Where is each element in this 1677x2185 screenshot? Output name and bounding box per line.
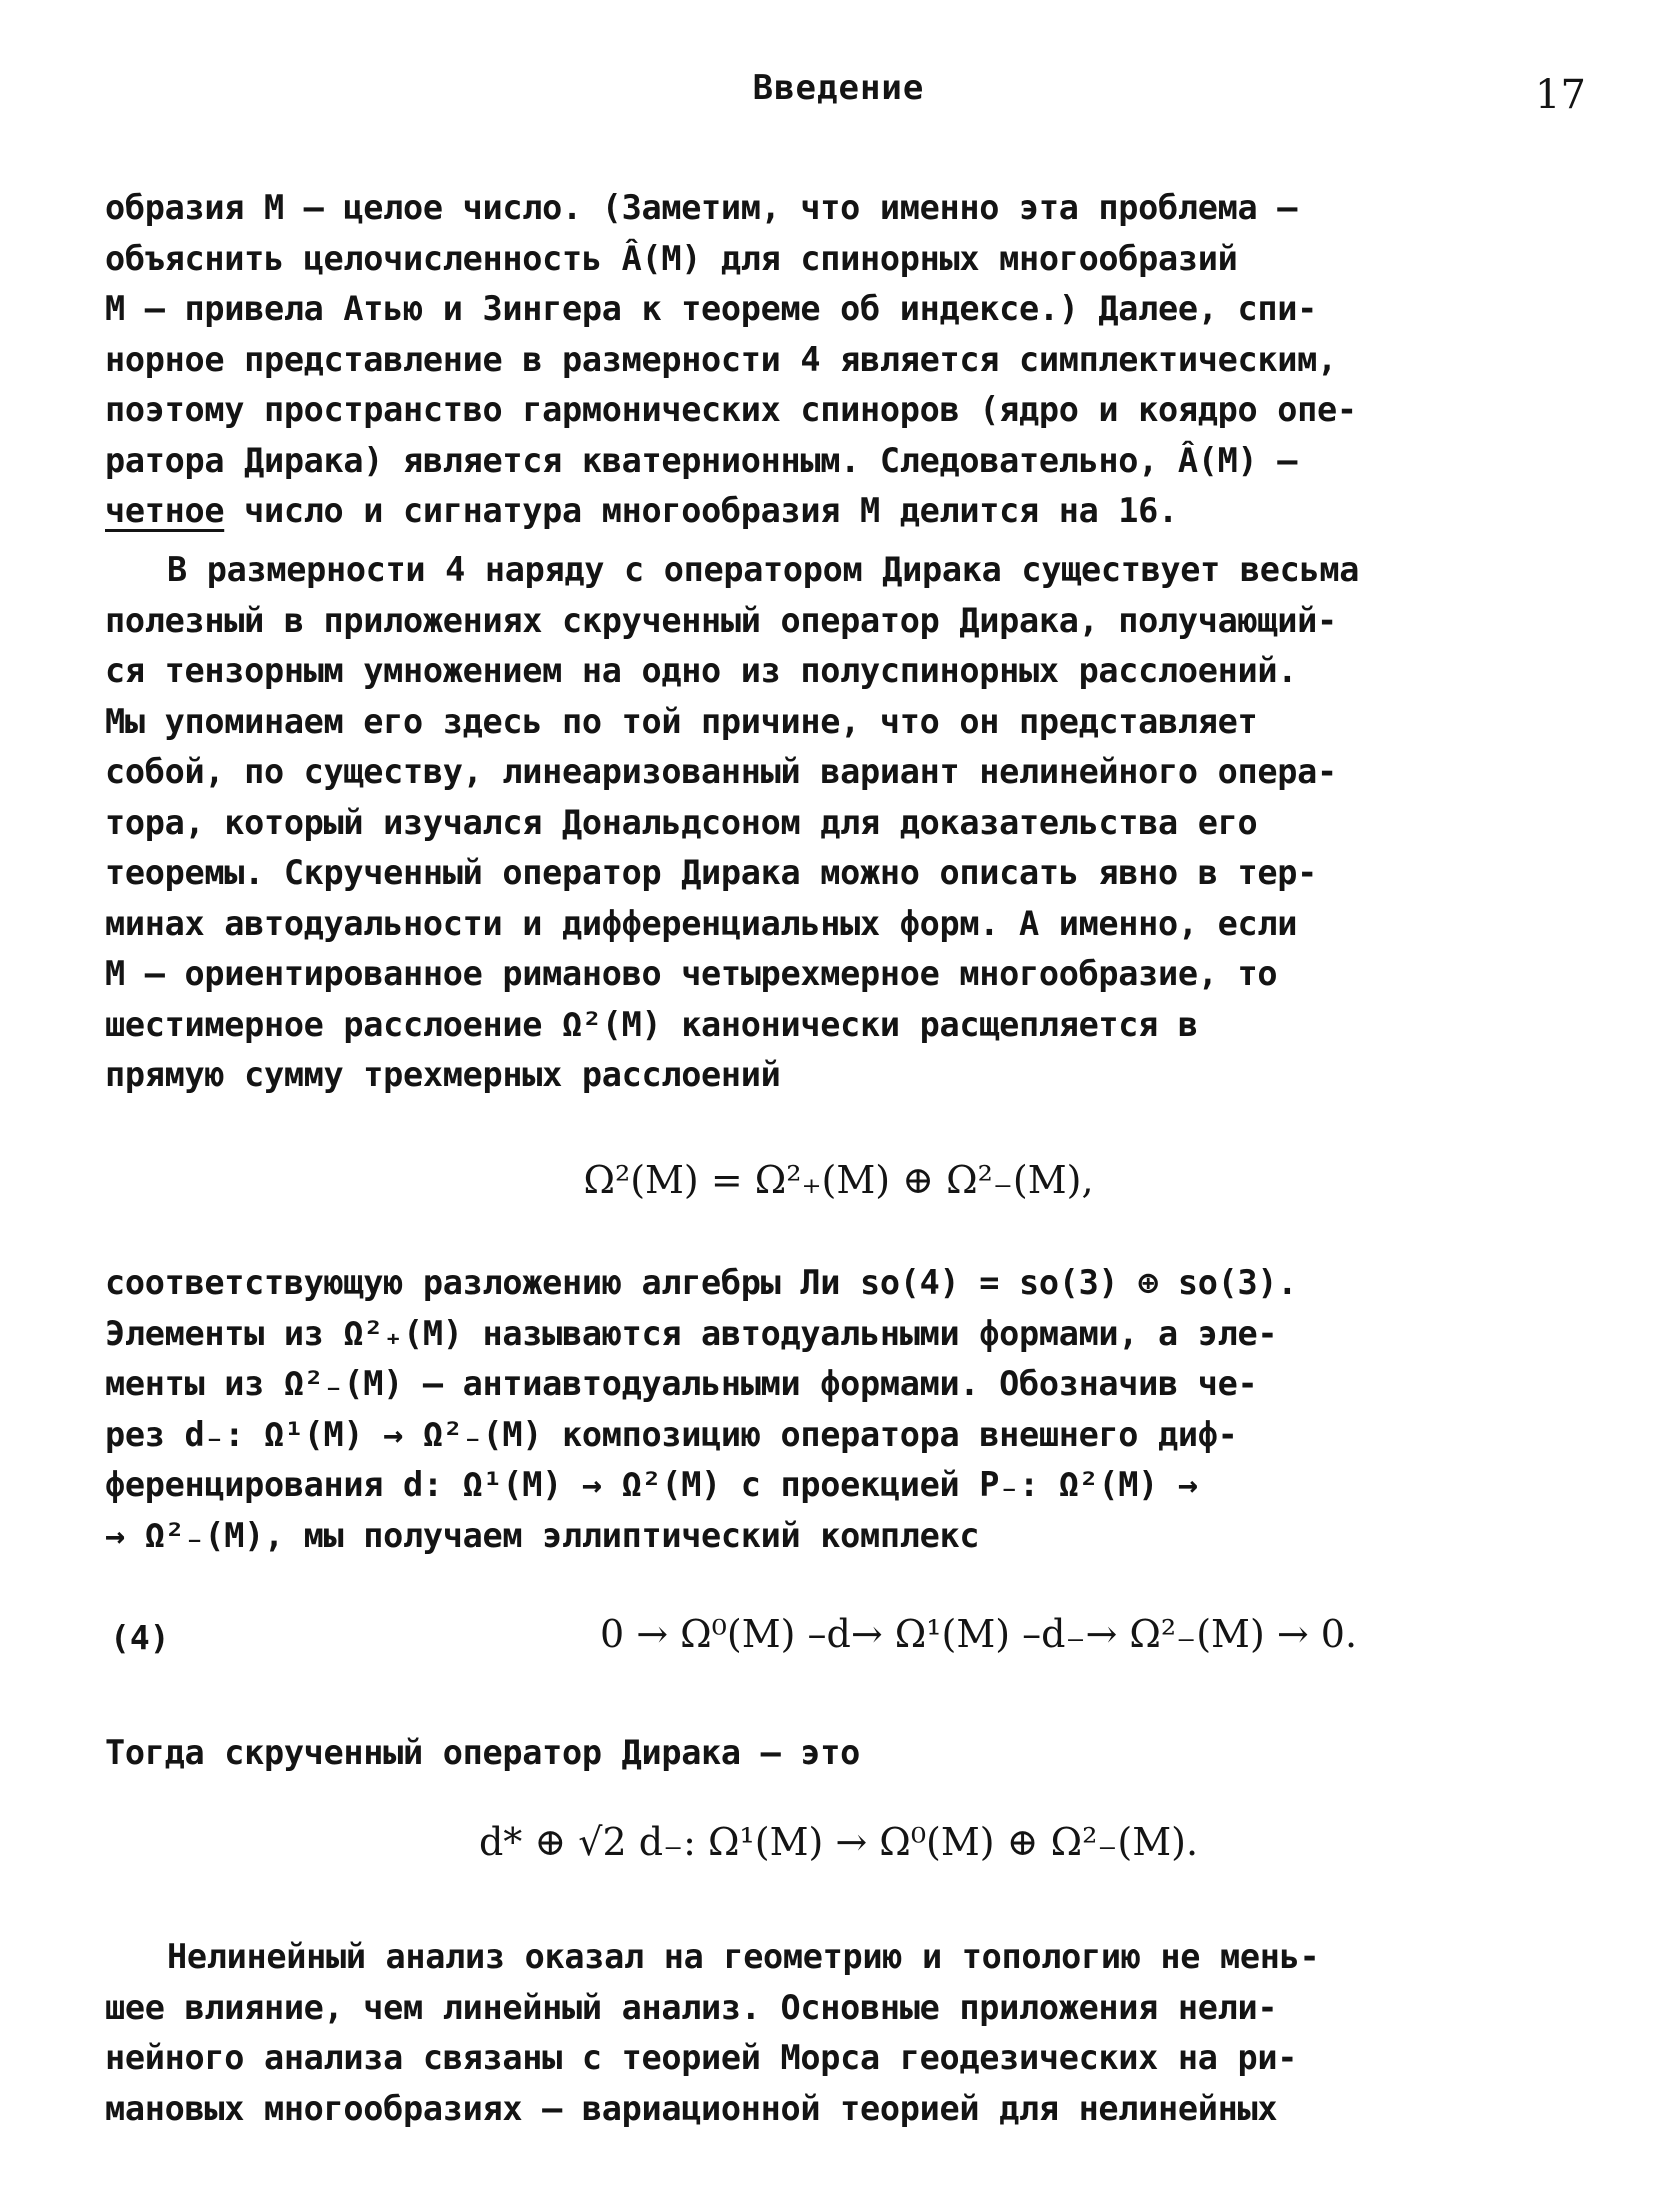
equation-number: (4) — [110, 1618, 170, 1657]
text-line: ся тензорным умножением на одно из полуспинорных расслоений. — [105, 651, 1298, 690]
text-line: теоремы. Скрученный оператор Дирака можно описать явно в тер- — [105, 853, 1317, 892]
text-line: собой, по существу, линеаризованный вариант нелинейного опера- — [105, 752, 1337, 791]
text-line: М – привела Атью и Зингера к теореме об индексе.) Далее, спи- — [105, 289, 1317, 328]
text-line: ратора Дирака) является кватернионным. Следовательно, Â(M) – — [105, 440, 1298, 480]
text-line: Элементы из Ω²₊(M) называются автодуальными формами, а эле- — [105, 1313, 1278, 1353]
text-line: объяснить целочисленность Â(M) для спинорных многообразий — [105, 238, 1238, 278]
equation-elliptic-complex: 0 → Ω⁰(M) –d→ Ω¹(M) –d₋→ Ω²₋(M) → 0. — [599, 1612, 1358, 1656]
equation-decomposition: Ω²(M) = Ω²₊(M) ⊕ Ω²₋(M), — [583, 1158, 1094, 1202]
paragraph-3 — [105, 1258, 1565, 1561]
text-line: образия М – целое число. (Заметим, что именно эта проблема – — [105, 188, 1298, 227]
text-line: шее влияние, чем линейный анализ. Основные приложения нели- — [105, 1987, 1278, 2027]
text-line: рез d₋: Ω¹(M) → Ω²₋(M) композицию оператора внешнего диф- — [105, 1414, 1238, 1454]
text-line: нейного анализа связаны с теорией Морса геодезических на ри- — [105, 2038, 1298, 2077]
text-line: шестимерное расслоение Ω²(M) канонически расщепляется в — [105, 1004, 1198, 1044]
text-line: М – ориентированное риманово четырехмерное многообразие, то — [105, 954, 1278, 993]
text-line: Мы упоминаем его здесь по той причине, что он представляет — [105, 701, 1258, 741]
underlined-word: четное — [105, 491, 225, 530]
text-line: прямую сумму трехмерных расслоений — [105, 1055, 781, 1094]
text-line: мановых многообразиях – вариационной теорией для нелинейных — [105, 2088, 1278, 2128]
text-line: норное представление в размерности 4 является симплектическим, — [105, 339, 1337, 379]
text-line: полезный в приложениях скрученный оператор Дирака, получающий- — [105, 600, 1337, 640]
running-header-title: Введение — [752, 68, 925, 108]
text-line: менты из Ω²₋(M) – антиавтодуальными формами. Обозначив че- — [105, 1364, 1258, 1403]
page-number: 17 — [1535, 72, 1586, 118]
text-line: Нелинейный анализ оказал на геометрию и топологию не мень- — [167, 1937, 1320, 1976]
text-line: поэтому пространство гармонических спиноров (ядро и коядро опе- — [105, 390, 1357, 429]
paragraph-1 — [105, 183, 1565, 537]
text-line: В размерности 4 наряду с оператором Дирака существует весьма — [167, 550, 1360, 589]
equation-twisted-dirac: d* ⊕ √2 d₋: Ω¹(M) → Ω⁰(M) ⊕ Ω²₋(M). — [478, 1820, 1199, 1864]
text-line: тора, который изучался Дональдсоном для доказательства его — [105, 802, 1258, 842]
text-line — [105, 486, 1565, 537]
text-line: → Ω²₋(M), мы получаем эллиптический комплекс — [105, 1515, 980, 1555]
paragraph-4 — [105, 1728, 1565, 1779]
paragraph-2 — [105, 545, 1565, 1101]
text-line-rest: число и сигнатура многообразия М делится на 16. — [224, 491, 1178, 530]
text-line: соответствующую разложению алгебры Ли so(4) = so(3) ⊕ so(3). — [105, 1263, 1298, 1302]
paragraph-5 — [105, 1932, 1565, 2134]
text-line: минах автодуальности и дифференциальных форм. А именно, если — [105, 903, 1298, 943]
text-line: Тогда скрученный оператор Дирака – это — [105, 1733, 861, 1772]
text-line: ференцирования d: Ω¹(M) → Ω²(M) с проекцией P₋: Ω²(M) → — [105, 1465, 1198, 1504]
